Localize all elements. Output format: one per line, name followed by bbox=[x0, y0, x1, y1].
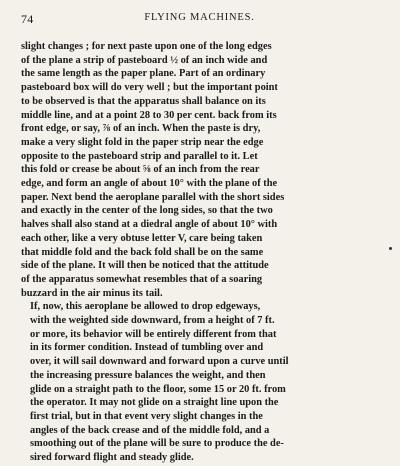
paragraph-2 bbox=[21, 300, 378, 464]
text-line: front edge, or say, ⅞ of an inch. When the paste is dry, bbox=[21, 123, 261, 135]
text-line: with the weighted side downward, from a height of 7 ft. bbox=[30, 315, 275, 327]
text-line: paper. Next bend the aeroplane parallel with the short sides bbox=[21, 191, 285, 203]
text-line: in its former condition. Instead of tumbling over and bbox=[30, 342, 264, 354]
text-line: and exactly in the center of the long sides, so that the two bbox=[21, 205, 273, 217]
text-line: make a very slight fold in the paper strip near the edge bbox=[21, 136, 264, 148]
running-head: FLYING MACHINES. bbox=[144, 12, 255, 23]
text-line: pasteboard box will do very well ; but the important point bbox=[21, 82, 278, 94]
text-line: If, now, this aeroplane be allowed to drop edgeways, bbox=[30, 301, 261, 313]
text-line: the increasing pressure balances the weight, and then bbox=[30, 369, 266, 381]
text-line: or more, its behavior will be entirely different from that bbox=[30, 328, 277, 340]
text-line: that middle fold and the back fold shall be on the same bbox=[21, 246, 264, 258]
text-line: each other, like a very obtuse letter V, care being taken bbox=[21, 232, 263, 244]
text-line: glide on a straight path to the floor, some 15 or 20 ft. from bbox=[30, 383, 286, 395]
text-line: smoothing out of the plane will be sure to produce the de- bbox=[30, 438, 284, 450]
text-line: halves shall also stand at a diedral angle of about 10° with bbox=[21, 219, 278, 231]
text-line: middle line, and at a point 28 to 30 per cent. back from its bbox=[21, 109, 277, 121]
text-line: first trial, but in that event very slight changes in the bbox=[30, 410, 263, 422]
ink-speck bbox=[389, 247, 392, 250]
text-line: buzzard in the air minus its tail. bbox=[21, 287, 163, 299]
text-line: of the apparatus somewhat resembles that of a soaring bbox=[21, 273, 263, 285]
text-line: this fold or crease be about ⅝ of an inch from the rear bbox=[21, 164, 260, 176]
text-line: opposite to the pasteboard strip and parallel to it. Let bbox=[21, 150, 258, 162]
text-line: slight changes ; for next paste upon one of the long edges bbox=[21, 41, 272, 52]
text-line: the same length as the paper plane. Part of an ordinary bbox=[21, 68, 266, 80]
text-line: of the plane a strip of pasteboard ½ of an inch wide and bbox=[21, 54, 268, 66]
text-line: over, it will sail downward and forward upon a curve until bbox=[30, 356, 289, 368]
text-line: sired forward flight and steady glide. bbox=[30, 452, 194, 464]
text-line: edge, and form an angle of about 10° with the plane of the bbox=[21, 178, 278, 190]
paragraph-1 bbox=[21, 40, 378, 300]
text-line: side of the plane. It will then be noticed that the attitude bbox=[21, 260, 269, 272]
text-line: angles of the back crease and of the middle fold, and a bbox=[30, 424, 270, 436]
page-header bbox=[21, 12, 378, 28]
text-line: to be observed is that the apparatus shall balance on its bbox=[21, 95, 266, 107]
text-line: the operator. It may not glide on a straight line upon the bbox=[30, 397, 279, 409]
page-number: 74 bbox=[21, 12, 34, 26]
